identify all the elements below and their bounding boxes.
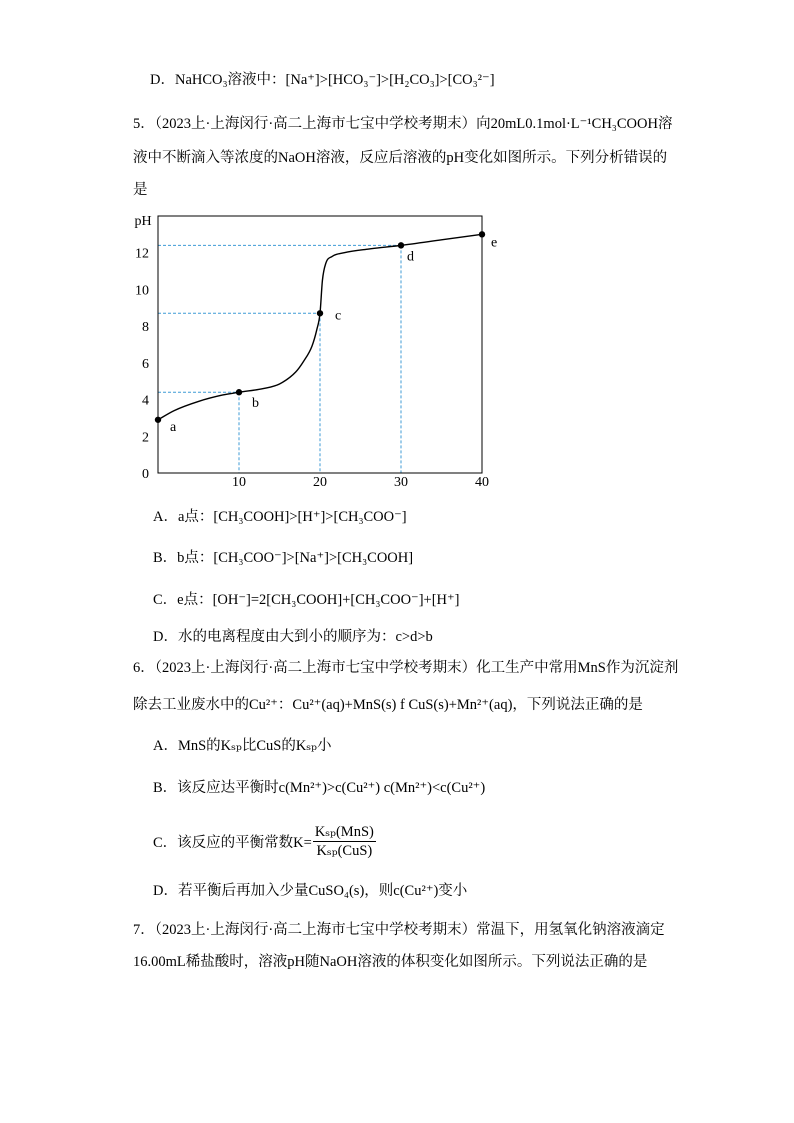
q6-option-a: A．MnS的Kₛₚ比CuS的Kₛₚ小	[153, 738, 332, 754]
q6-stem-line-1: 6．（2023上·上海闵行·高二上海市七宝中学校考期末）化工生产中常用MnS作为沉淀剂	[133, 660, 679, 676]
y-tick-label: 12	[135, 246, 149, 262]
point-label-e: e	[491, 235, 498, 251]
data-point-e	[479, 231, 485, 237]
q5-option-d: D．水的电离程度由大到小的顺序为：c>d>b	[153, 629, 433, 645]
x-tick-label: 30	[394, 475, 408, 490]
x-tick-label: 20	[313, 475, 327, 490]
q5-option-a: A．a点：[CH₃COOH]>[H⁺]>[CH₃COO⁻]	[153, 509, 407, 525]
data-point-a	[155, 417, 161, 423]
data-point-c	[317, 310, 323, 316]
y-tick-label: 2	[142, 430, 149, 446]
q7-stem-line-2: 16.00mL稀盐酸时，溶液pH随NaOH溶液的体积变化如图所示。下列说法正确的是	[133, 954, 648, 970]
q6-option-c	[153, 820, 376, 862]
y-tick-label: 8	[142, 320, 149, 336]
titration-curve	[158, 234, 482, 419]
q6-option-b: B．该反应达平衡时c(Mn²⁺)>c(Cu²⁺) c(Mn²⁺)<c(Cu²⁺)	[153, 780, 486, 796]
y-tick-label: 10	[135, 283, 149, 299]
q5-stem-line-2: 液中不断滴入等浓度的NaOH溶液，反应后溶液的pH变化如图所示。下列分析错误的	[133, 150, 668, 166]
point-label-d: d	[407, 249, 414, 265]
data-point-b	[236, 389, 242, 395]
q5-stem-line-3: 是	[133, 182, 148, 198]
q5-option-b: B．b点：[CH₃COO⁻]>[Na⁺]>[CH₃COOH]	[153, 550, 414, 566]
ksp-fraction	[313, 823, 376, 860]
q7-stem-line-1: 7．（2023上·上海闵行·高二上海市七宝中学校考期末）常温下，用氢氧化钠溶液滴定	[133, 922, 665, 938]
x-tick-label: 40	[475, 475, 489, 490]
ksp-fraction-denominator: Kₛₚ(CuS)	[316, 842, 373, 859]
q4-option-d: D．NaHCO₃溶液中：[Na⁺]>[HCO₃⁻]>[H₂CO₃]>[CO₃²⁻]	[150, 72, 495, 88]
ph-titration-chart	[120, 205, 520, 495]
data-point-d	[398, 242, 404, 248]
y-tick-label: 0	[142, 467, 149, 482]
point-label-b: b	[252, 396, 259, 412]
ksp-fraction-numerator: Kₛₚ(MnS)	[314, 823, 374, 840]
x-tick-label: 10	[232, 475, 246, 490]
q5-stem-line-1: 5．（2023上·上海闵行·高二上海市七宝中学校考期末）向20mL0.1mol·L⁻¹CH₃COOH溶	[133, 116, 673, 132]
y-tick-label: 4	[142, 393, 149, 409]
q6-option-d: D．若平衡后再加入少量CuSO₄(s)，则c(Cu²⁺)变小	[153, 883, 468, 899]
y-axis-label: pH	[134, 214, 152, 229]
q5-option-c: C．e点：[OH⁻]=2[CH₃COOH]+[CH₃COO⁻]+[H⁺]	[153, 592, 460, 608]
ph-titration-chart-svg	[120, 205, 520, 495]
q6-option-c-prefix: C．该反应的平衡常数K=	[153, 834, 312, 851]
q6-stem-line-2: 除去工业废水中的Cu²⁺：Cu²⁺(aq)+MnS(s) f CuS(s)+Mn²⁺(aq)，下列说法正确的是	[133, 697, 643, 713]
point-label-a: a	[170, 419, 177, 435]
point-label-c: c	[335, 308, 342, 324]
y-tick-label: 6	[142, 356, 149, 372]
